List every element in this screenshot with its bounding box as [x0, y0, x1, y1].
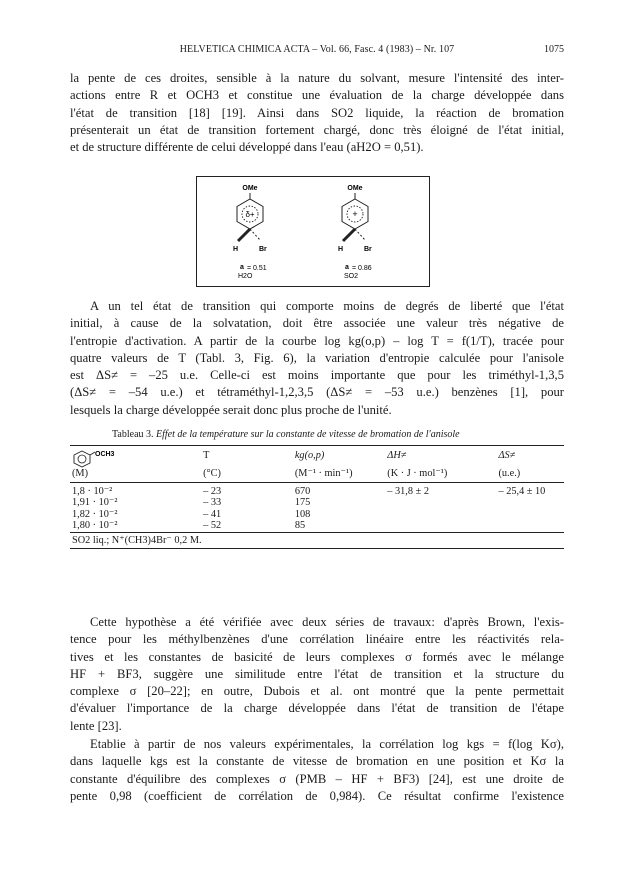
- ring-charge: δ+: [245, 210, 255, 219]
- methoxy-label: OMe: [347, 185, 363, 192]
- text-line: initial, à cause de la solvatation, doit être associée une valeur très négative de: [70, 316, 564, 331]
- table-cell: 1,8 · 10⁻²: [72, 485, 113, 497]
- text-line: constante d'équilibre des complexes σ (PMB – HF + BF3) [24], est une droite de: [70, 771, 564, 786]
- bromine-label: Br: [259, 246, 267, 253]
- solvent-subscript: H2O: [238, 273, 253, 280]
- table-caption-prefix: Tableau 3.: [112, 429, 154, 440]
- table-cell: 1,91 · 10⁻²: [72, 497, 118, 509]
- methoxy-label: OCH3: [95, 451, 115, 458]
- text-line: Etablie à partir de nos valeurs expérimentales, la corrélation log kgs = f(log Kσ),: [90, 737, 564, 751]
- table-cell: – 31,8 ± 2: [387, 485, 429, 497]
- column-unit: (°C): [201, 468, 293, 482]
- paragraph-1: [70, 70, 564, 156]
- column-unit: (K · J · mol⁻¹): [385, 468, 496, 482]
- table-cell: [496, 497, 564, 509]
- text-line: présenterait un état de transition fortement chargé, donc très éloigné de l'état initial,: [70, 122, 564, 137]
- text-line: dans laquelle kgs est la constante de vitesse de bromation en une position et Kσ la: [70, 754, 564, 769]
- text-line: (ΔS≠ = –54 u.e.) et tétraméthyl-1,2,3,5 (ΔS≠ = –53 u.e.) benzènes [1], pour: [70, 385, 564, 400]
- text-line: pente 0,98 (coefficient de corrélation de 0,984). Ce résultat confirme l'existence: [70, 788, 564, 803]
- table-footnote: SO2 liq.; N⁺(CH3)4Br⁻ 0,2 M.: [70, 532, 564, 548]
- activity-symbol: a: [345, 264, 349, 271]
- text-line: d'évaluer l'importance de la charge développée dans l'état de transition de l'étape: [70, 701, 564, 716]
- table-header-row: [70, 446, 564, 469]
- paragraph-4: [70, 736, 564, 805]
- journal-title: HELVETICA CHIMICA ACTA – Vol. 66, Fasc. 4 (1983) – Nr. 107: [179, 44, 455, 55]
- text-line: lesquels la charge développée serait donc plus proche de l'unité.: [70, 402, 392, 417]
- structure-so2: [338, 185, 372, 280]
- text-line: HF + BF3, suggère une similitude entre l'état de transition et la structure du: [70, 666, 564, 681]
- text-line: la pente de ces droites, sensible à la nature du solvant, mesure l'intensité des inter-: [70, 71, 564, 85]
- anisole-header: [70, 446, 201, 469]
- table-row: [70, 482, 564, 497]
- column-unit: (u.e.): [496, 468, 564, 482]
- table-cell: [385, 509, 496, 521]
- table-caption-title: Effet de la température sur la constante de vitesse de bromation de l'anisole: [156, 429, 460, 440]
- text-line: est ΔS≠ = –25 u.e. Celle-ci est moins importante que pour les triméthyl-1,3,5: [70, 368, 564, 383]
- table-row: [70, 520, 564, 532]
- hydrogen-label: H: [338, 246, 344, 253]
- text-line: A un tel état de transition qui comporte moins de degrés de liberté que l'état: [90, 299, 564, 313]
- table-cell: [385, 520, 496, 532]
- rate-constant-table: [70, 445, 564, 549]
- anisole-structure-icon: [72, 450, 118, 468]
- table-unit-row: [70, 468, 564, 482]
- table-cell: – 41: [203, 508, 222, 520]
- text-line: et de structure différente de celui développé dans l'eau (aH2O = 0,51).: [70, 140, 424, 155]
- structure-h2o: [233, 185, 267, 280]
- text-line: actions entre R et OCH3 et constitue une évaluation de la charge développée dans: [70, 88, 564, 103]
- table-cell: – 23: [203, 485, 222, 497]
- ring-charge: +: [352, 209, 358, 219]
- text-line: lente [23].: [70, 718, 122, 733]
- table-footnote-row: [70, 532, 564, 548]
- table-row: [70, 509, 564, 521]
- table-row: [70, 497, 564, 509]
- table-cell: 85: [293, 520, 385, 532]
- methoxy-label: OMe: [242, 185, 258, 192]
- column-unit: (M): [70, 468, 201, 482]
- table-cell: 670: [294, 485, 311, 497]
- table-cell: 1,80 · 10⁻²: [70, 520, 201, 532]
- solvent-subscript: SO2: [344, 273, 359, 280]
- table-cell: 175: [294, 497, 311, 509]
- table-caption: [112, 429, 460, 440]
- bromine-label: Br: [364, 246, 372, 253]
- text-line: tence pour les méthylbenzènes d'une corrélation linéaire entre les réactivités rela-: [70, 632, 564, 647]
- column-unit: (M⁻¹ · min⁻¹): [293, 468, 385, 482]
- activity-value: = 0.51: [247, 265, 267, 272]
- text-line: Cette hypothèse a été vérifiée avec deux séries de travaux: d'après Brown, l'exis-: [90, 615, 564, 629]
- text-line: complexe σ [20–22]; en outre, Dubois et al. ont montré que la pente permettait: [70, 684, 564, 699]
- activity-value: = 0.86: [352, 265, 372, 272]
- column-header: ΔS≠: [496, 446, 564, 469]
- hydrogen-label: H: [233, 246, 239, 253]
- column-header: kg(o,p): [293, 446, 385, 469]
- page-number: 1075: [544, 44, 564, 55]
- text-line: l'état de transition [18] [19]. Ainsi dans SO2 liquide, la réaction de bromation: [70, 105, 564, 120]
- table-cell: 108: [294, 508, 311, 520]
- paragraph-3: [70, 614, 564, 735]
- text-line: l'entropie d'activation. A partir de la courbe log kg(o,p) – log T = f(1/T), tracée pour: [70, 333, 564, 348]
- transition-state-figure: [196, 176, 430, 287]
- table-cell: [496, 509, 564, 521]
- table-cell: [496, 520, 564, 532]
- table-cell: – 33: [203, 497, 222, 509]
- table-cell: – 52: [201, 520, 293, 532]
- paragraph-2: [70, 298, 564, 419]
- table-cell: 1,82 · 10⁻²: [72, 508, 118, 520]
- table-cell: – 25,4 ± 10: [498, 485, 546, 497]
- activity-symbol: a: [240, 264, 244, 271]
- text-line: quatre valeurs de T (Tabl. 3, Fig. 6), la variation d'entropie calculée pour l'anisole: [70, 350, 564, 365]
- column-header: T: [201, 446, 293, 469]
- text-line: tives et les constantes de basicité de leurs complexes σ formés avec le mélange: [70, 649, 564, 664]
- column-header: ΔH≠: [385, 446, 496, 469]
- running-header: [70, 44, 564, 58]
- table-cell: [385, 497, 496, 509]
